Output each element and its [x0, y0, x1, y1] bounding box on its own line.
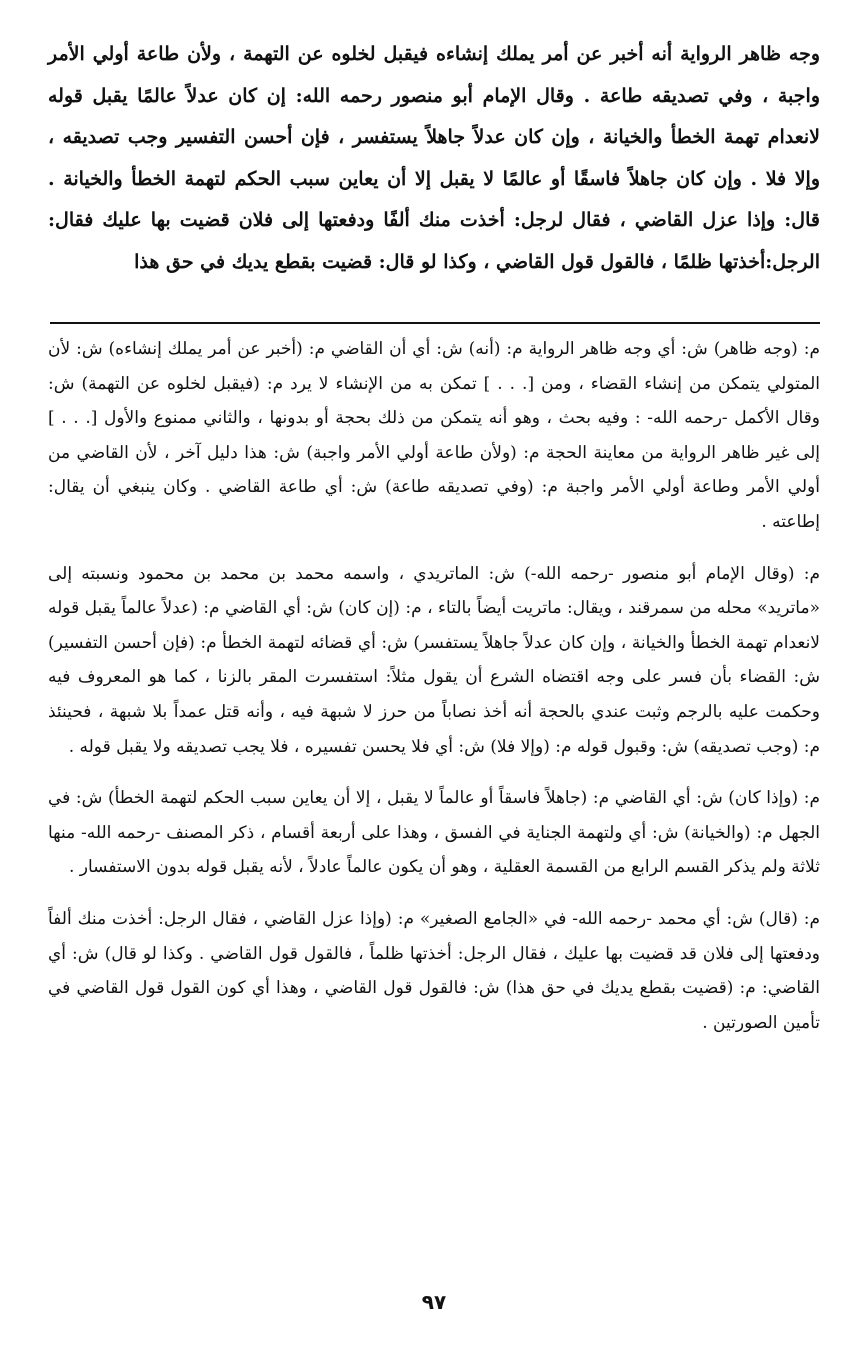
separator-line	[50, 322, 820, 324]
commentary-paragraph: م: (وجه ظاهر) ش: أي وجه ظاهر الرواية م: (أنه) ش: أي أن القاضي م: (أخبر عن أمر يملك إنشاءه) ش: لأن المتولي يتمكن من إنشاء القضاء ، ومن [. . . ] تمكن به من الإنشاء لا يرد م: (فيقبل لخلوه عن التهمة) ش: وقال الأكمل -رحمه الله- : وفيه بحث ، وهو أنه يتمكن من ذلك بحجة أو بدونها ، والثاني ممنوع والأول [. . . ] إلى غير ظاهر الرواية من معاينة الحجة م: (ولأن طاعة أولي الأمر واجبة) ش: هذا دليل آخر ، لأن القاضي من أولي الأمر وطاعة أولي الأمر واجبة م: (وفي تصديقه طاعة) ش: أي طاعة القاضي . وكان ينبغي أن يقال: إطاعته .	[48, 339, 820, 532]
main-text-paragraph: وجه ظاهر الرواية أنه أخبر عن أمر يملك إنشاءه فيقبل لخلوه عن التهمة ، ولأن طاعة أولي الأمر واجبة ، وفي تصديقه طاعة . وقال الإمام أبو منصور رحمه الله: إن كان عدلاً عالمًا يقبل قوله لانعدام تهمة الخطأ والخيانة ، وإن كان عدلاً جاهلاً يستفسر ، فإن أحسن التفسير وجب تصديقه ، وإلا فلا . وإن كان جاهلاً فاسقًا أو عالمًا لا يقبل إلا أن يعاين سبب الحكم لتهمة الخطأ والخيانة . قال: وإذا عزل القاضي ، فقال لرجل: أخذت منك ألفًا ودفعتها إلى فلان قضيت بها عليك فقال: الرجل:أخذتها ظلمًا ، فالقول قول القاضي ، وكذا لو قال: قضيت بقطع يديك في حق هذا	[48, 43, 820, 273]
commentary-paragraph: م: (وإذا كان) ش: أي القاضي م: (جاهلاً فاسقاً أو عالماً لا يقبل ، إلا أن يعاين سبب الحكم لتهمة الخطأ) ش: في الجهل م: (والخيانة) ش: أي ولتهمة الجناية في الفسق ، وهذا على أربعة أقسام ، ذكر المصنف -رحمه الله- منها ثلاثة ولم يذكر القسم الرابع من القسمة العقلية ، وهو أن يكون عالماً عادلاً ، لأنه يقبل قوله بدون الاستفسار .	[48, 788, 820, 878]
main-text	[48, 34, 820, 283]
commentary-paragraph: م: (قال) ش: أي محمد -رحمه الله- في «الجامع الصغير» م: (وإذا عزل القاضي ، فقال الرجل: أخذت منك ألفاً ودفعتها إلى فلان قد قضيت بها عليك ، فقال الرجل: أخذتها ظلماً ، فالقول قول القاضي . وكذا لو قال) ش: أي القاضي: م: (قضيت بقطع يديك في حق هذا) ش: فالقول قول القاضي ، وهذا أي كون القول قول القاضي في تأمين الصورتين .	[48, 908, 820, 1033]
commentary-paragraph: م: (وقال الإمام أبو منصور -رحمه الله-) ش: الماتريدي ، واسمه محمد بن محمد بن محمود ونسبته إلى «ماتريد» محله من سمرقند ، ويقال: ماتريت أيضاً بالتاء ، م: (إن كان) ش: أي القاضي م: (عدلاً عالماً يقبل قوله لانعدام تهمة الخطأ والخيانة ، وإن كان عدلاً جاهلاً يستفسر) ش: أي قضائه لتهمة الخطأ م: (فإن أحسن التفسير) ش: القضاء بأن فسر على وجه اقتضاه الشرع أن يقول مثلاً: استفسرت المقر بالزنا ، كما هو المعروف فيه وحكمت عليه بالرجم وثبت عندي بالحجة أنه أخذ نصاباً من حرز لا شبهة فيه ، وأنه قتل عمداً بلا شبهة ، فحينئذ م: (وجب تصديقه) ش: وقبول قوله م: (وإلا فلا) ش: أي فلا يحسن تفسيره ، فلا يجب تصديقه ولا يقبل قوله .	[48, 563, 820, 757]
page-number: ٩٧	[421, 1290, 447, 1314]
commentary	[48, 332, 820, 1057]
